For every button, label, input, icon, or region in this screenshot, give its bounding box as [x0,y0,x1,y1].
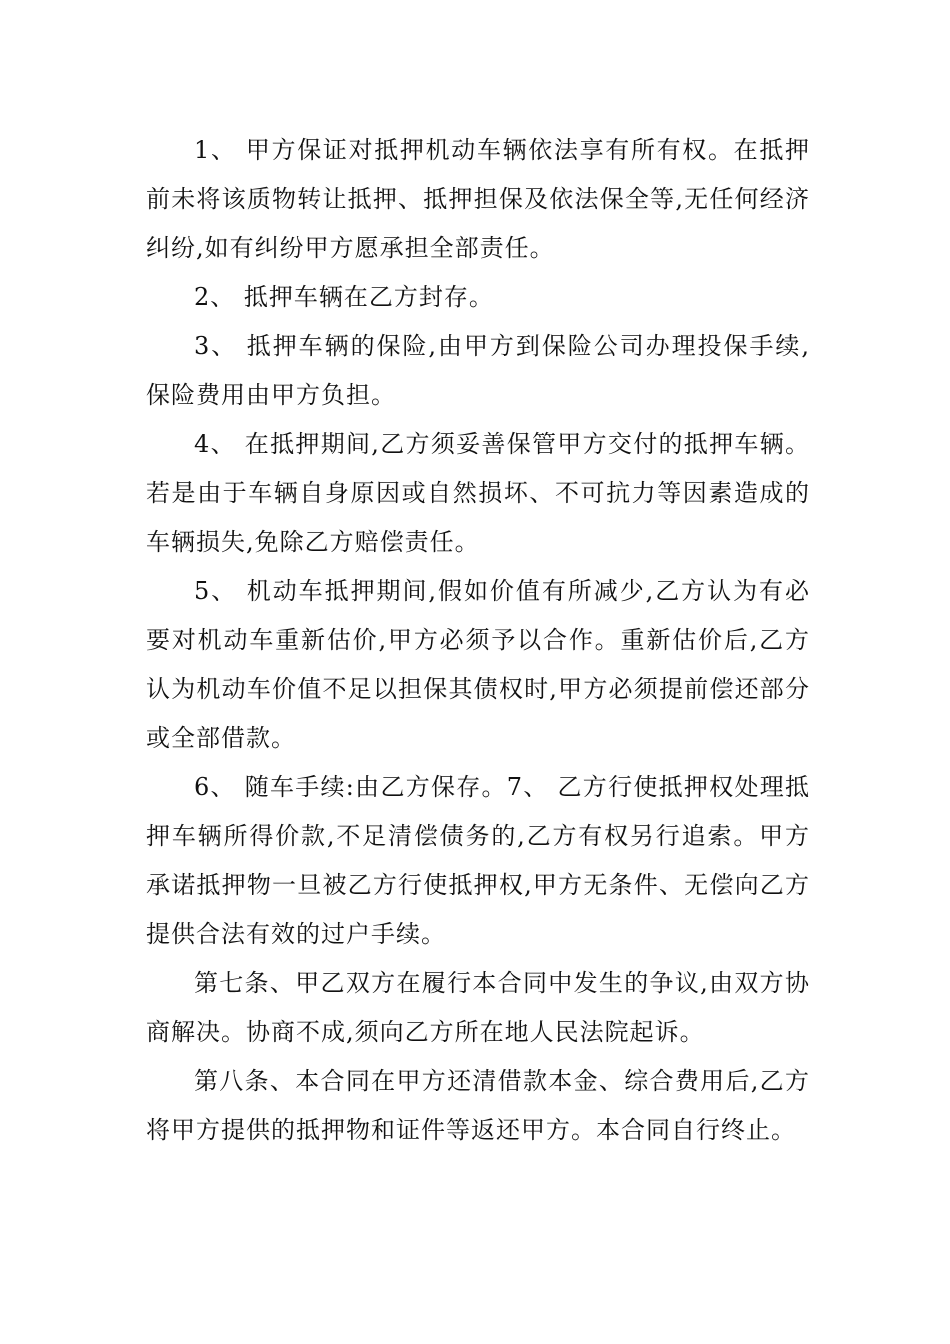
clause-1-paragraph: 1、 甲方保证对抵押机动车辆依法享有所有权。在抵押前未将该质物转让抵押、抵押担保及依法保全等,无任何经济纠纷,如有纠纷甲方愿承担全部责任。 [146,136,810,262]
clause-2-paragraph: 2、 抵押车辆在乙方封存。 [194,283,494,311]
article-8-paragraph: 第八条、本合同在甲方还清借款本金、综合费用后,乙方将甲方提供的抵押物和证件等返还甲方。本合同自行终止。 [146,1067,810,1144]
document-body [146,126,810,1155]
clause-6-7-paragraph: 6、 随车手续:由乙方保存。7、 乙方行使抵押权处理抵押车辆所得价款,不足清偿债务的,乙方有权另行追索。甲方承诺抵押物一旦被乙方行使抵押权,甲方无条件、无偿向乙方提供合法有效的过户手续。 [146,773,810,948]
clause-3-paragraph: 3、 抵押车辆的保险,由甲方到保险公司办理投保手续,保险费用由甲方负担。 [146,332,810,409]
clause-4-paragraph: 4、 在抵押期间,乙方须妥善保管甲方交付的抵押车辆。若是由于车辆自身原因或自然损坏、不可抗力等因素造成的车辆损失,免除乙方赔偿责任。 [146,430,810,556]
clause-5-paragraph: 5、 机动车抵押期间,假如价值有所减少,乙方认为有必要对机动车重新估价,甲方必须予以合作。重新估价后,乙方认为机动车价值不足以担保其债权时,甲方必须提前偿还部分或全部借款。 [146,577,810,752]
article-7-paragraph: 第七条、甲乙双方在履行本合同中发生的争议,由双方协商解决。协商不成,须向乙方所在地人民法院起诉。 [146,969,810,1046]
